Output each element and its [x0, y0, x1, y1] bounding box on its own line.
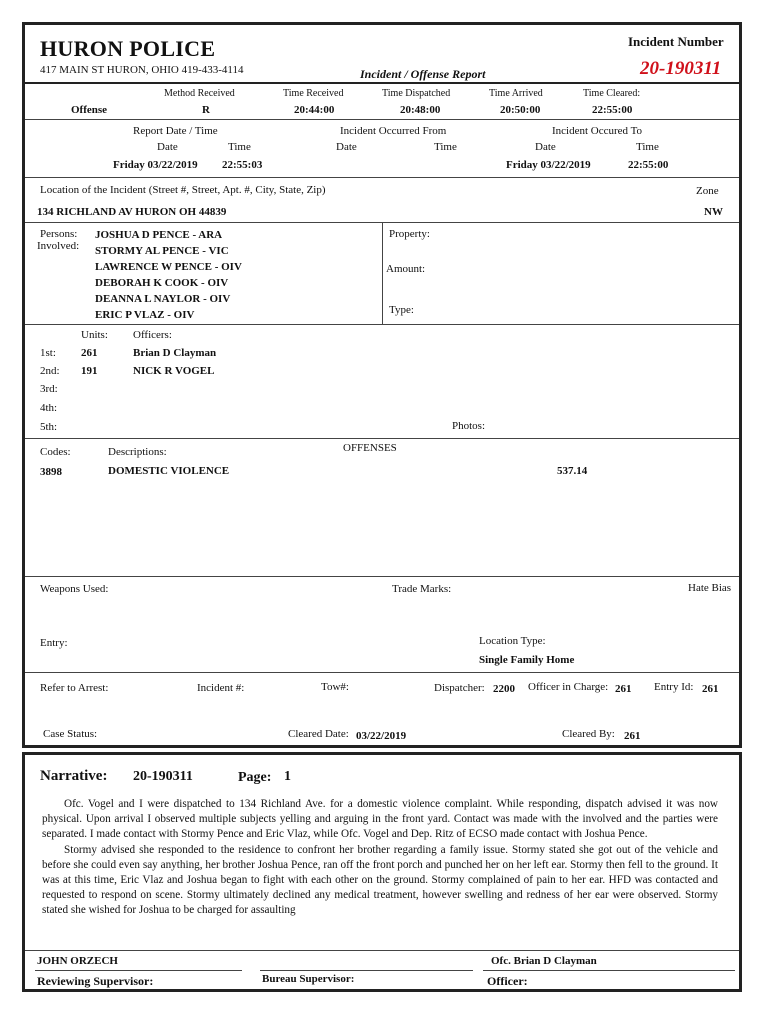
persons-divider — [25, 324, 739, 325]
narrative-label: Narrative: — [40, 768, 108, 784]
occurred-from-label: Incident Occurred From — [340, 125, 447, 137]
from-date-label: Date — [336, 141, 357, 153]
to-date-value: Friday 03/22/2019 — [506, 159, 591, 171]
unit-ordinal: 3rd: — [40, 383, 58, 395]
dispatcher-label: Dispatcher: — [434, 682, 485, 694]
entry-divider — [25, 672, 739, 673]
officer-in-charge-value: 261 — [615, 683, 632, 695]
codes-label: Codes: — [40, 446, 71, 458]
method-received-value: R — [202, 104, 210, 116]
time-arrived-label: Time Arrived — [489, 88, 543, 99]
report-time-value: 22:55:03 — [222, 159, 263, 171]
bureau-signature-line — [260, 970, 473, 971]
officer-name: Ofc. Brian D Clayman — [491, 955, 597, 967]
persons-label: Persons: — [40, 228, 78, 240]
agency-title: HURON POLICE — [40, 36, 216, 61]
cleared-date-value: 03/22/2019 — [356, 730, 407, 742]
refer-to-arrest-label: Refer to Arrest: — [40, 682, 109, 694]
page-label: Page: — [238, 770, 272, 785]
weapons-label: Weapons Used: — [40, 583, 109, 595]
officer-in-charge-label: Officer in Charge: — [528, 681, 609, 693]
report-time-label: Time — [228, 141, 251, 153]
person-item: STORMY AL PENCE - VIC — [95, 245, 229, 257]
property-label: Property: — [389, 228, 430, 240]
reviewing-supervisor-name: JOHN ORZECH — [37, 955, 118, 967]
person-item: ERIC P VLAZ - OIV — [95, 309, 195, 321]
hate-bias-label: Hate Bias — [688, 582, 732, 594]
unit-ordinal: 2nd: — [40, 365, 60, 377]
officer-signature-line — [483, 970, 735, 971]
descriptions-label: Descriptions: — [108, 446, 167, 458]
narrative-paragraph: Stormy advised she responded to the residence to confront her brother regarding a family issue. Stormy stated she got out of the vehicle and before she could even say anything, her brother Joshua Pence, ran off the front porch and punched her on her left ear. Stormy then fell to the ground. It was at this time, Eric Vlaz and Joshua began to fight with each other on the ground. Stormy complained of pain to her ear. HFD was contacted and requested to respond on scene. Stormy ultimately declined any medical treatment, however swelling and redness of her ear were observed. Stormy stated she wished for Joshua to be charged for assaulting — [42, 843, 718, 917]
time-cleared-value: 22:55:00 — [592, 104, 633, 116]
officer-name: NICK R VOGEL — [133, 365, 215, 377]
person-item: JOSHUA D PENCE - ARA — [95, 229, 223, 241]
type-label: Type: — [389, 304, 414, 316]
case-status-label: Case Status: — [43, 728, 98, 740]
reviewing-supervisor-label: Reviewing Supervisor: — [37, 974, 154, 988]
report-type: Incident / Offense Report — [360, 67, 486, 81]
officers-label: Officers: — [133, 329, 172, 341]
location-type-label: Location Type: — [479, 635, 546, 647]
entry-label: Entry: — [40, 637, 68, 649]
unit-number: 261 — [81, 347, 98, 359]
narrative-number: 20-190311 — [133, 769, 193, 784]
cleared-by-value: 261 — [624, 730, 641, 742]
from-time-label: Time — [434, 141, 457, 153]
supervisor-signature-line — [35, 970, 242, 971]
signature-top-divider — [25, 950, 739, 951]
time-arrived-value: 20:50:00 — [500, 104, 541, 116]
narrative-text — [42, 797, 718, 919]
offense-label: Offense — [71, 104, 108, 116]
zone-value: NW — [704, 206, 723, 218]
time-dispatched-label: Time Dispatched — [382, 88, 451, 99]
trademarks-label: Trade Marks: — [392, 583, 452, 595]
time-dispatched-value: 20:48:00 — [400, 104, 441, 116]
amount-label: Amount: — [386, 263, 426, 275]
entry-id-label: Entry Id: — [654, 681, 694, 693]
units-label: Units: — [81, 329, 108, 341]
time-cleared-label: Time Cleared: — [583, 88, 641, 99]
time-received-value: 20:44:00 — [294, 104, 335, 116]
report-date-label: Date — [157, 141, 178, 153]
occurred-to-label: Incident Occured To — [552, 125, 643, 137]
tow-label: Tow#: — [321, 681, 349, 693]
unit-number: 191 — [81, 365, 98, 377]
bureau-supervisor-label: Bureau Supervisor: — [262, 973, 355, 985]
incident-hash-label: Incident #: — [197, 682, 245, 694]
cleared-date-label: Cleared Date: — [288, 728, 349, 740]
involved-label: Involved: — [37, 240, 80, 252]
report-datetime-label: Report Date / Time — [133, 125, 218, 137]
offense-statute: 537.14 — [557, 465, 588, 477]
incident-number: 20-190311 — [640, 58, 722, 79]
dispatcher-value: 2200 — [493, 683, 515, 695]
report-date-value: Friday 03/22/2019 — [113, 159, 198, 171]
to-time-label: Time — [636, 141, 659, 153]
agency-address: 417 MAIN ST HURON, OHIO 419-433-4114 — [40, 64, 244, 76]
location-type-value: Single Family Home — [479, 654, 575, 666]
person-item: DEBORAH K COOK - OIV — [95, 277, 229, 289]
offense-code: 3898 — [40, 466, 62, 478]
to-time-value: 22:55:00 — [628, 159, 669, 171]
person-item: LAWRENCE W PENCE - OIV — [95, 261, 242, 273]
location-value: 134 RICHLAND AV HURON OH 44839 — [37, 206, 227, 218]
offense-description: DOMESTIC VIOLENCE — [108, 465, 230, 477]
unit-ordinal: 5th: — [40, 421, 58, 433]
time-received-label: Time Received — [283, 88, 344, 99]
officer-label: Officer: — [487, 974, 528, 988]
incident-number-label: Incident Number — [628, 34, 724, 49]
property-divider — [382, 222, 383, 324]
dates-divider — [25, 177, 739, 178]
timing-divider — [25, 119, 739, 120]
entry-id-value: 261 — [702, 683, 719, 695]
offenses-divider — [25, 576, 739, 577]
page-number: 1 — [284, 769, 291, 784]
location-label: Location of the Incident (Street #, Street, Apt. #, City, State, Zip) — [40, 184, 326, 196]
units-divider — [25, 438, 739, 439]
person-item: DEANNA L NAYLOR - OIV — [95, 293, 231, 305]
unit-ordinal: 1st: — [40, 347, 56, 359]
photos-label: Photos: — [452, 420, 486, 432]
zone-label: Zone — [696, 185, 719, 197]
unit-ordinal: 4th: — [40, 402, 58, 414]
method-received-label: Method Received — [164, 88, 235, 99]
header-divider — [25, 82, 739, 84]
narrative-paragraph: Ofc. Vogel and I were dispatched to 134 Richland Ave. for a domestic violence complaint. While responding, dispatch advised it was now physical. Upon arrival I observed multiple subjects yelling and arguing in the front yard. Contact was made with the involved and the parties were separated. I made contact with Stormy Pence and Eric Vlaz, while Ofc. Vogel and Dep. Ritz of ECSO made contact with Joshua Pence. — [42, 798, 718, 841]
cleared-by-label: Cleared By: — [562, 728, 615, 740]
offenses-section-label: OFFENSES — [343, 442, 397, 454]
officer-name: Brian D Clayman — [133, 347, 217, 359]
to-date-label: Date — [535, 141, 556, 153]
